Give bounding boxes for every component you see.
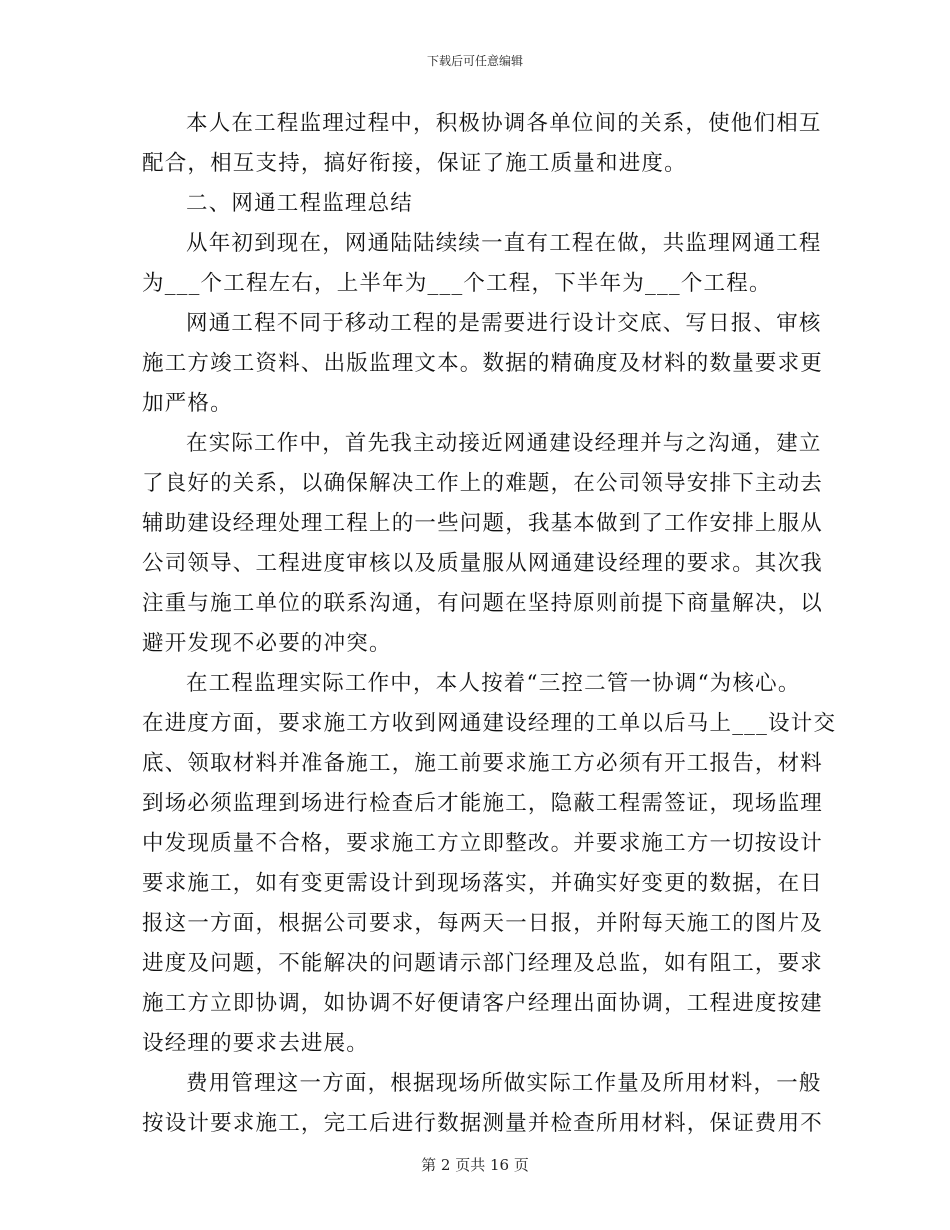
text-line: 要求施工，如有变更需设计到现场落实，并确实好变更的数据，在日 bbox=[142, 871, 824, 896]
page-header: 下载后可任意编辑 bbox=[426, 54, 523, 68]
text-line: 施工方竣工资料、出版监理文本。数据的精确度及材料的数量要求更 bbox=[142, 351, 824, 376]
text-line: 配合，相互支持，搞好衔接，保证了施工质量和进度。 bbox=[142, 151, 687, 176]
text-line: 设经理的要求去进展。 bbox=[142, 1031, 370, 1056]
text-line: 中发现质量不合格，要求施工方立即整改。并要求施工方一切按设计 bbox=[142, 831, 824, 856]
text-line: 辅助建设经理处理工程上的一些问题，我基本做到了工作安排上服从 bbox=[142, 511, 824, 536]
text-line: 费用管理这一方面，根据现场所做实际工作量及所用材料，一般 bbox=[186, 1071, 822, 1096]
text-line: 在实际工作中，首先我主动接近网通建设经理并与之沟通，建立 bbox=[186, 431, 822, 456]
document-body bbox=[142, 104, 837, 1144]
text-line: 了良好的关系，以确保解决工作上的难题，在公司领导安排下主动去 bbox=[142, 471, 824, 496]
text-line: 施工方立即协调，如协调不好便请客户经理出面协调，工程进度按建 bbox=[142, 991, 824, 1016]
text-line: 从年初到现在，网通陆陆续续一直有工程在做，共监理网通工程 bbox=[186, 231, 822, 256]
text-line: 公司领导、工程进度审核以及质量服从网通建设经理的要求。其次我 bbox=[142, 551, 824, 576]
text-line: 底、领取材料并准备施工，施工前要求施工方必须有开工报告，材料 bbox=[142, 751, 824, 776]
page-footer: 第 2 页共 16 页 bbox=[421, 1156, 529, 1174]
text-line: 在工程监理实际工作中，本人按着“三控二管一协调“为核心。 bbox=[186, 671, 801, 696]
text-line: 到场必须监理到场进行检查后才能施工，隐蔽工程需签证，现场监理 bbox=[142, 791, 824, 816]
text-line: 注重与施工单位的联系沟通，有问题在坚持原则前提下商量解决，以 bbox=[142, 591, 824, 616]
text-line: 为___个工程左右，上半年为___个工程，下半年为___个工程。 bbox=[142, 271, 772, 296]
text-line: 网通工程不同于移动工程的是需要进行设计交底、写日报、审核 bbox=[186, 311, 822, 336]
text-line: 加严格。 bbox=[142, 391, 233, 416]
text-line: 按设计要求施工，完工后进行数据测量并检查所用材料，保证费用不 bbox=[142, 1111, 824, 1136]
text-line: 报这一方面，根据公司要求，每两天一日报，并附每天施工的图片及 bbox=[142, 911, 824, 936]
text-line: 避开发现不必要的冲突。 bbox=[142, 631, 392, 656]
text-line: 二、网通工程监理总结 bbox=[186, 191, 414, 216]
text-line: 进度及问题，不能解决的问题请示部门经理及总监，如有阻工，要求 bbox=[142, 951, 824, 976]
text-line: 在进度方面，要求施工方收到网通建设经理的工单以后马上___设计交 bbox=[142, 711, 837, 736]
text-line: 本人在工程监理过程中，积极协调各单位间的关系，使他们相互 bbox=[186, 111, 822, 136]
